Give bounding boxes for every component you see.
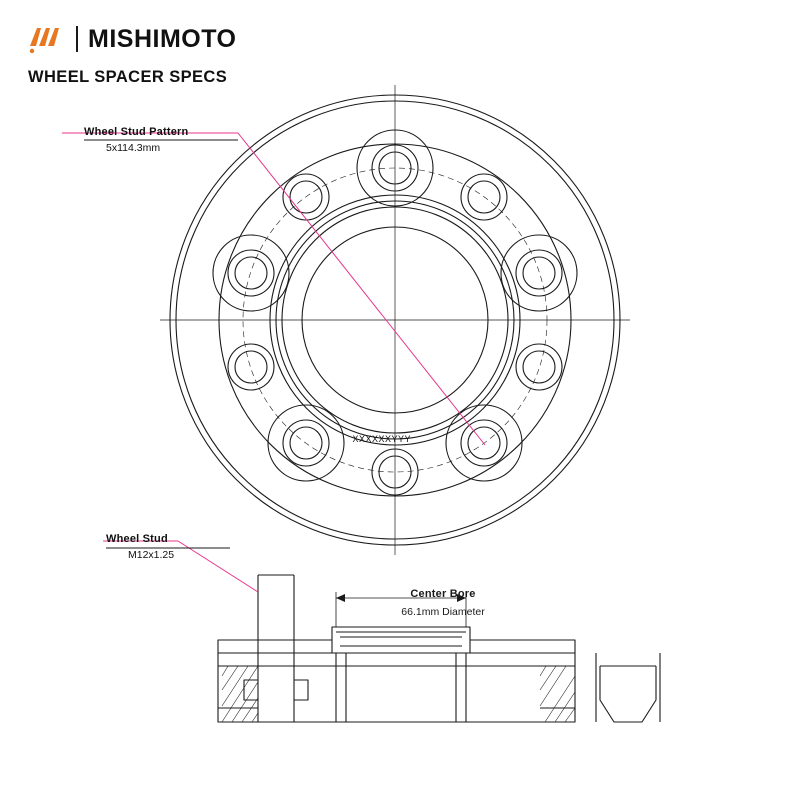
callout-value: 5x114.3mm	[106, 142, 161, 154]
callout-value: 66.1mm Diameter	[401, 606, 485, 618]
wheel-stud-section	[244, 575, 308, 722]
callout-title: Wheel Stud	[106, 533, 168, 545]
callout-wheel-stud	[106, 533, 174, 561]
front-view-wheel-spacer	[160, 85, 630, 555]
callout-wheel-stud-pattern	[84, 126, 188, 154]
callout-title: Wheel Stud Pattern	[84, 126, 189, 138]
callout-title: Center Bore	[410, 588, 476, 600]
callout-value: M12x1.25	[128, 549, 175, 561]
brand-name: MISHIMOTO	[88, 24, 237, 53]
page-subtitle: WHEEL SPACER SPECS	[28, 68, 228, 86]
engraving-text: YYYXXXXXX	[352, 434, 411, 444]
section-hatch-right	[540, 666, 575, 722]
section-hatch-left	[222, 666, 258, 722]
callout-center-bore	[333, 588, 553, 618]
